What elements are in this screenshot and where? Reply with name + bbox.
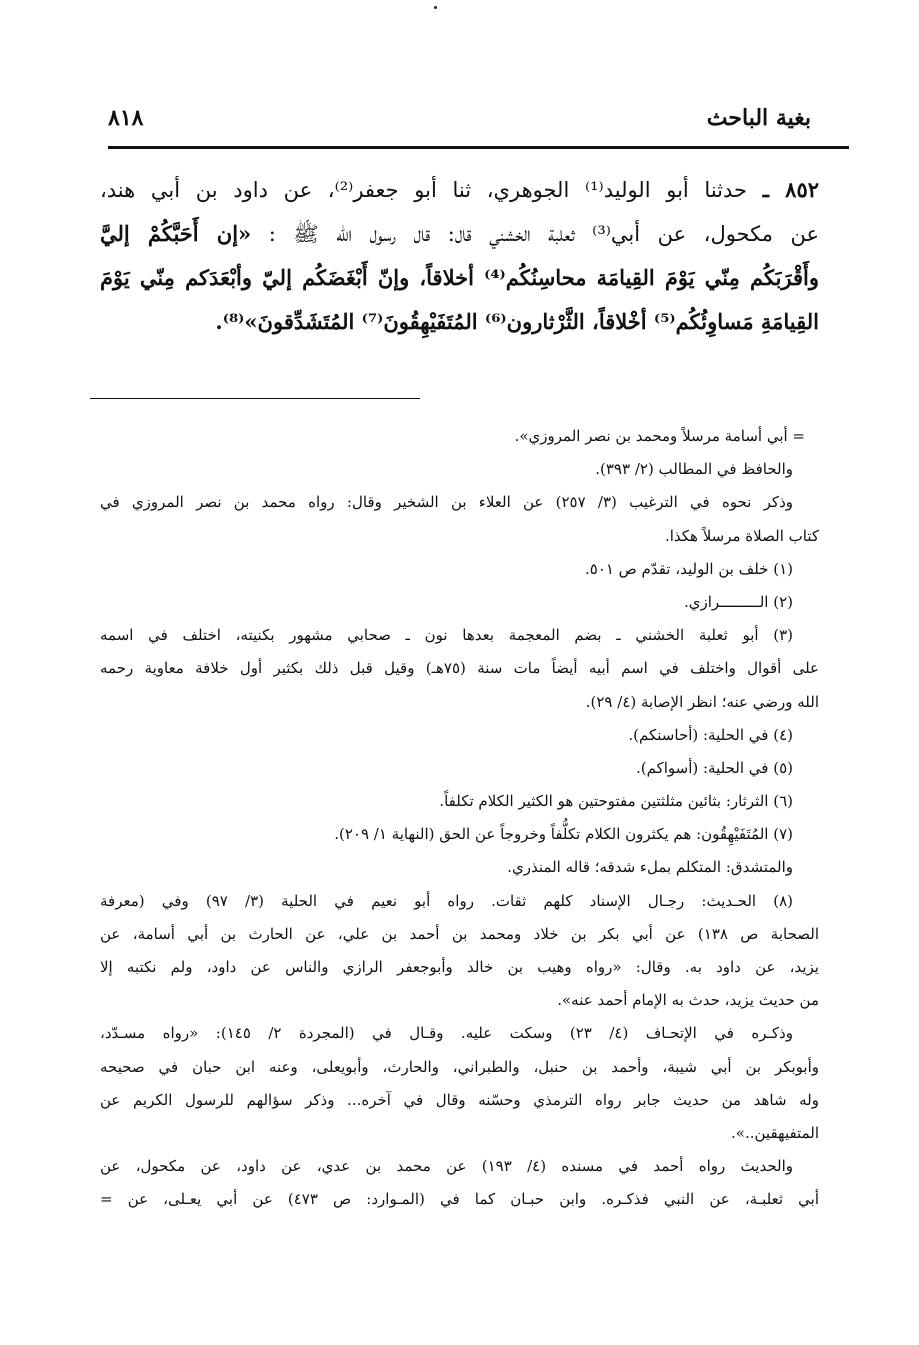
hadith-line-text: حدثنا أبو الوليد⁽¹⁾ الجوهري، ثنا أبو جعفر⁽²⁾، عن داود بن أبي هند، <box>100 178 748 202</box>
footnote-line: الصحابة ص ١٣٨) عن أبي بكر بن خلاد ومحمد بن أحمد بن علي، عن الحارث بن أبي أسامة، عن <box>100 924 819 943</box>
running-title: بغية الباحث <box>706 105 811 131</box>
hadith-line-text: عن مكحول، عن أبي⁽³⁾ ثعلبة الخشني قال: قال رسول الله ﷺ : <box>268 222 819 246</box>
footnote-line: (٨) الحـديث: رجـال الإسناد كلهم ثقات. رواه أبو نعيم في الحلية (٣/ ٩٧) وفي (معرفة <box>100 891 794 910</box>
footnote-line: أبي ثعلبـة، عن النبي فذكـره. وابن حبـان كما في (المـوارد: ص ٤٧٣) عن أبي يعـلى، عن = <box>100 1190 819 1209</box>
hadith-line <box>100 168 819 212</box>
footnote-line: (٤) في الحلية: (أحاسنكم). <box>628 725 793 744</box>
footnote-line: (٥) في الحلية: (أسواكم). <box>635 758 793 777</box>
footnote-line: (٢) الـــــــــرازي. <box>683 592 793 611</box>
hadith-text <box>100 168 819 344</box>
footnote-line: كتاب الصلاة مرسلاً هكذا. <box>664 526 819 545</box>
hadith-quote: «إن أَحَبَّكُمْ إليَّ <box>100 221 252 246</box>
footnote-line: (٦) الثرثار: بثائين مثلثتين مفتوحتين هو الكثير الكلام تكلفاً. <box>439 792 793 811</box>
page-number: ٨١٨ <box>108 105 144 131</box>
footnote-line: على أقوال واختلف في اسم أبيه أيضاً مات سنة (٧٥هـ) وقيل قبل ذلك بكثير أول خلافة معاوية رحمه <box>100 659 819 678</box>
hadith-line <box>100 212 819 256</box>
footnote-line: (٧) المُتَفَيْهِقُون: هم يكثرون الكلام تكلُّفاً وخروجاً عن الحق (النهاية ١/ ٢٠٩). <box>334 825 793 844</box>
footnote-line: يزيد، عن داود به. وقال: «رواه وهيب بن خالد وأبوجعفر الرازي والناس عن داود، ولم نكتبه إلا <box>100 958 819 976</box>
footnote-line: (٣) أبو ثعلبة الخشني ـ بضم المعجمة بعدها نون ـ صحابي مشهور بكنيته، اختلف في اسمه <box>100 626 793 645</box>
footnote-line: = أبي أسامة مرسلاً ومحمد بن نصر المروزي». <box>514 427 805 445</box>
footnote-line: والمتشدق: المتكلم بملء شدقه؛ قاله المنذري. <box>507 858 793 877</box>
footnote-line: وذكر نحوه في الترغيب (٣/ ٢٥٧) عن العلاء بن الشخير وقال: رواه محمد بن نصر المروزي في <box>100 493 793 512</box>
footnote-line: وله شاهد من حديث جابر رواه الترمذي وحسّنه وقال في آخره... وذكر سؤالهم للرسول الكريم عن <box>100 1090 819 1109</box>
footnote-line: (١) خلف بن الوليد، تقدّم ص ٥٠١. <box>584 559 793 578</box>
footnotes <box>100 420 819 1217</box>
hadith-number: ٨٥٢ ـ <box>762 177 819 202</box>
footnote-line: والحديث رواه أحمد في مسنده (٤/ ١٩٣) عن محمد بن عدي، عن داود، عن مكحول، عن <box>100 1157 793 1176</box>
footnote-line: وأبوبكر بن أبي شيبة، وأحمد بن حنبل، والطبراني، والحارث، وأبويعلى، وعنه ابن حبان في صحيحه <box>100 1057 819 1076</box>
footnote-line: من حديث يزيد، حدث به الإمام أحمد عنه». <box>557 991 819 1010</box>
hadith-line <box>100 300 819 344</box>
footnote-line: المتفيهقين..». <box>731 1123 819 1142</box>
footnote-line: والحافظ في المطالب (٢/ ٣٩٣). <box>595 460 793 479</box>
hadith-quote: القِيامَةِ مَساوِئُكُم⁽⁵⁾ أخْلاقاً، الثَّرْثارون⁽⁶⁾ المُتَفَيْهِقُونَ⁽⁷⁾ المُتَشَدِّقونَ»⁽⁸⁾. <box>215 309 819 334</box>
footnote-rule <box>90 398 420 399</box>
footnote-line: وذكـره في الإتحـاف (٤/ ٢٣) وسكت عليه. وقـال في (المجردة ٢/ ١٤٥): «رواه مسـدّد، <box>100 1024 793 1043</box>
footnote-line: الله ورضي عنه؛ انظر الإصابة (٤/ ٢٩). <box>585 692 819 711</box>
header-rule <box>108 146 849 149</box>
scan-speck <box>434 6 437 9</box>
page-header <box>108 98 811 138</box>
hadith-quote: وأَقْرَبَكُم مِنّي يَوْمَ القِيامَة محاسِنُكُم⁽⁴⁾ أخلاقاً، وإنّ أَبْغَضَكُم إليّ وأبْعَدَكم مِنّي يَوْمَ <box>100 265 819 290</box>
hadith-line <box>100 256 819 300</box>
